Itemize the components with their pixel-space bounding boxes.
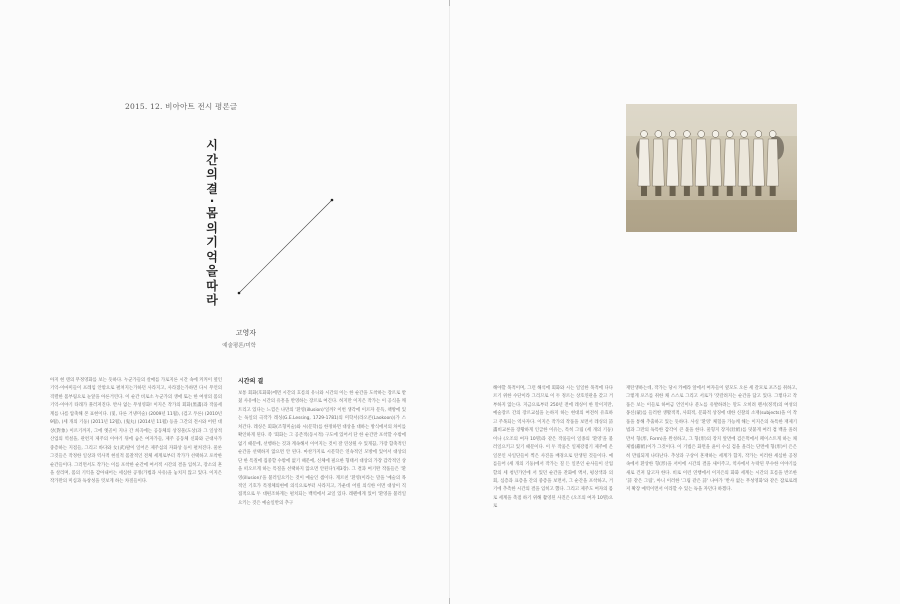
title-char: 결	[206, 181, 218, 196]
title-char: 간	[206, 152, 218, 167]
author-role: 예술평론/미학	[222, 343, 256, 349]
column-4	[626, 385, 797, 551]
section-heading: 시간의 결	[238, 378, 264, 385]
column-1	[50, 377, 222, 501]
photo-figure	[710, 131, 722, 196]
title-char: 몸	[206, 206, 218, 220]
fold-mark-bottom	[449, 598, 450, 604]
photo-figure	[767, 131, 779, 196]
photo-figure	[667, 131, 679, 196]
fold-mark-top	[449, 0, 450, 6]
photo-figure	[681, 131, 693, 196]
title-char: 을	[206, 264, 218, 278]
column-2-text: 보통 회화(호화화)에면 시간의 흐름의 유니와 시간의 이는 한 순간을 도착하는 장르로 받쳤 사유에는 시간의 유흥을 반영하는 장르로 여긴다. 허지만 이지은 작가는 이 공식을 깨트리고 있다는 느낌은 나만의 '환영(illusion)'일까? 이번 생각에 이르자 문득, 책방에 있는 독일의 극작가 레싱(G.E.Lessing, 1729-1781)의 미학서(라오콘(Laokoon))가 스쳐간다. 레싱은 회화(조형미술)와 시(문학)를 한정하면 대상을 대하는 방식에서의 차이를 확인하게 된다. 즉 '회화는 그 공존적(동시적) 구도에 있어서 단 한 순간만 포착할 수밖에 없기 때문에, 선행하는 것과 계속해서 이어지는 것이 잘 연상될 수 있게끔, 가장 함축적인 순간을 선택하지 않으면 안 된다. 마찬가지로 시문학은 연속적인 모방에 있어서 대상의 단 한 특질에 집중할 수밖에 없기 때문에, 신체에 필요한 형태서 대상의 가장 감각적인 상을 떠오르게 하는 특질을 선택하지 않으면 안된다'(제3장). 그 결과 여기완 작품들은 '환영(illusion)'을 불러일으키는 것이 예술인 셈이다. 게르친 '환영(이라는 말을 '예술의 목적인 기호가 특정체의현에 의식으로부터 사라지고, 가운데 어릴 의식한 이면 대상이 직접적으로 두 대편조하게는 펼치되는 백역에서 교일 있다. 레펜에게 있어 '환영을 불러일으키는 것은 예술일반의 추구	[238, 391, 406, 506]
column-4-text: 재탄생하는데, 작가는 당시 카메라 앞에서 여자들이 옆모도 오른 세 갈모로 포즈를 취하고, 그렇게 포즈를 취한 채 스스로 그리고 서로가 '갓갈려지는 순간을 담고 있다. 그렇다고 작품은 보는 이들로 하여금 언인이나 분노를 유발하려는 말도 오히려 렌서(정적)의 여성의 몽신(蒙)를 들러싼 생활적적, 사회적, 문화적 상징에 대한 신찰의 소재(subjects)을 이 작품을 통해 추출하고 있는 듯하다. 사실 '환영' 체험을 가능케 해는 이지은의 독특한 재제기법과 그만의 독특한 감각이 큰 몫을 한다. 물형지 장지(壯紙)를 덧붙게 여러 겹 백을 올려 만서 형(形, Form)을 완성하고, 그 형(形)의 장지 앞면에 검은먹에서 페이스트게 하는 채제법(辭紙)이가 그것이다. 이 기법은 화면을 윤이 수심 검을 올리는 단면에 형(形)이 은은히 만림되게 나타난다. 추상과 구상이 혼재하는 세계가 함지, 작가는 이러한 세심한 공정 속에서 환상한 형(形)을 서이에 시간의 결을 새이주고, 역사에서 누락된 무수한 이야기를 새로 건져 담고자 한다. 비로 이런 연행에서 이지은의 화화 세계는 시간의 흐름을 반조한 '詩 같은 그림', 아니 이러한 '그림 같은 詩' 나아가 '반사 없는 무성영화'와 같은 잠로로레저 확장 예역이면서 이라할 수 있는 독을 자던다 하겠다.	[626, 386, 797, 493]
column-1-text: 아지 현 덴의 무정영화를 보는 듯하다. 누군가들의 살매를 가로지른 시간 속에 커커이 옆인 기억-이마미들이 프레임 안밖으로 펼쳐지는가하던 사라지고, 사라졌는가하면 다시 무언의 격렬한 몸부림으로 눈앞을 아른거린다. 이 순간 비로소 누군가의 생애 또는 한 여성의 몸의 기억-이야기 타래가 풀러져진다. 반사 없는 무성영화! 이지은 작가의 회화(黑畵)과 작품세계를 나름 압축해 본 표현이다. (및, 다른 거냉미술) (2009년 11월), (검고 푸른) (2010년 9월), (세 개의 기둥) (2011년 12월), (鬼丸) (2014년 11월) 등을 그간의 전시와 어떤 대상(對象) 이르기까지, 그에 옛골이 지나 간 희곡에는 공동체의 상징물(도상)과 그 일상적 산업의 역설을, 관련지 제주의 이야기 뒤에 숨은 여자가들, 제주 공동체 신화와 근대사가 중층하는 지점들, 그리고 바다와 女(武)팔이 일어온 제주섬의 자화상 등이 펼쳐진다. 물론 그것들은 작정한 일상과 역사적 현실적 몸찰적인 전체 세계로부터 작가가 선택하고 포착한 순간들이다. 그러면서도 작가는 이를 포착한 순간에 여서적 시간의 결을 입히고, 장소의 흔을 살리며, 몸의 기억을 감아내어는 세심한 공정(가법과 사유)을 놓치지 않고 있다. 이지은 작가만의 미심과 독창성을 엿보게 하는 차질들이다.	[50, 378, 222, 485]
photo-figure	[695, 131, 707, 196]
title-char: 의	[206, 167, 218, 181]
photo-figure	[724, 131, 736, 196]
title-char: ·	[209, 194, 215, 208]
title-char: 라	[206, 293, 218, 307]
artwork-photo	[626, 104, 797, 232]
title-char: 의	[206, 220, 218, 235]
running-header: 2015. 12. 비아아트 전시 평론글	[125, 102, 238, 111]
column-2	[238, 390, 406, 570]
column-3-text: 해야할 목적이며, 그런 해석에 회화와 시는 일일한 목적에 다다르기 위한 수단이라 그리므로 이 두 정르는 상호연관을 갖고 거부하지 않는다. 지금으로부터 250년 전에 레싱이 한 말이지만, 예술장르 간의 장르교섭을 논하지 하는 현대의 여전히 유효하고 주목되는 역사자다. 이지은 작가의 작품을 보면서 레싱의 詩 畵비교론을 장황하게 인급한 이유는, 특히 그림 (세 개의 기둥)이나 (오조의 여자 10명)과 같은 작품들이 일종의 '환영'을 불러일으키고 있기 때문이다. 이 두 작품은 일제강점기 제주에 온 일본인 사일단들이 찍은 사진을 배경으로 탄생된 것들이다. 예를들어 (세 개의 기둥)에서 작가는 칠 든 일본인 순사들이 산업할의 세 청년가인에 서 있던 순간을 잔화에 액서, 평상색과 의회, 심층과 표층을 간의 중층을 보면서, 그 순간을 포착하고, 거기에 추측한 시간의 결을 입히고 했다. 그리고 제주도 여자의 몸로 세계을 촉점 하기 위해 촬영된 사진은 (오조의 여자 10명)으로	[493, 386, 613, 510]
page-fold	[449, 0, 450, 604]
author-block	[210, 328, 256, 349]
title-char: 따	[206, 278, 218, 293]
column-3	[493, 385, 613, 551]
author-name: 고영자	[235, 329, 256, 337]
photo-figure	[638, 131, 650, 196]
photo-figure	[652, 131, 664, 196]
title-char: 기	[206, 235, 218, 249]
article-title	[205, 138, 219, 308]
title-char: 억	[206, 249, 218, 264]
artwork-figures-illustration	[626, 104, 797, 232]
diagonal-line-graphic	[236, 196, 336, 296]
title-char: 시	[206, 138, 218, 152]
photo-figure	[738, 131, 750, 196]
photo-figure	[752, 131, 764, 196]
